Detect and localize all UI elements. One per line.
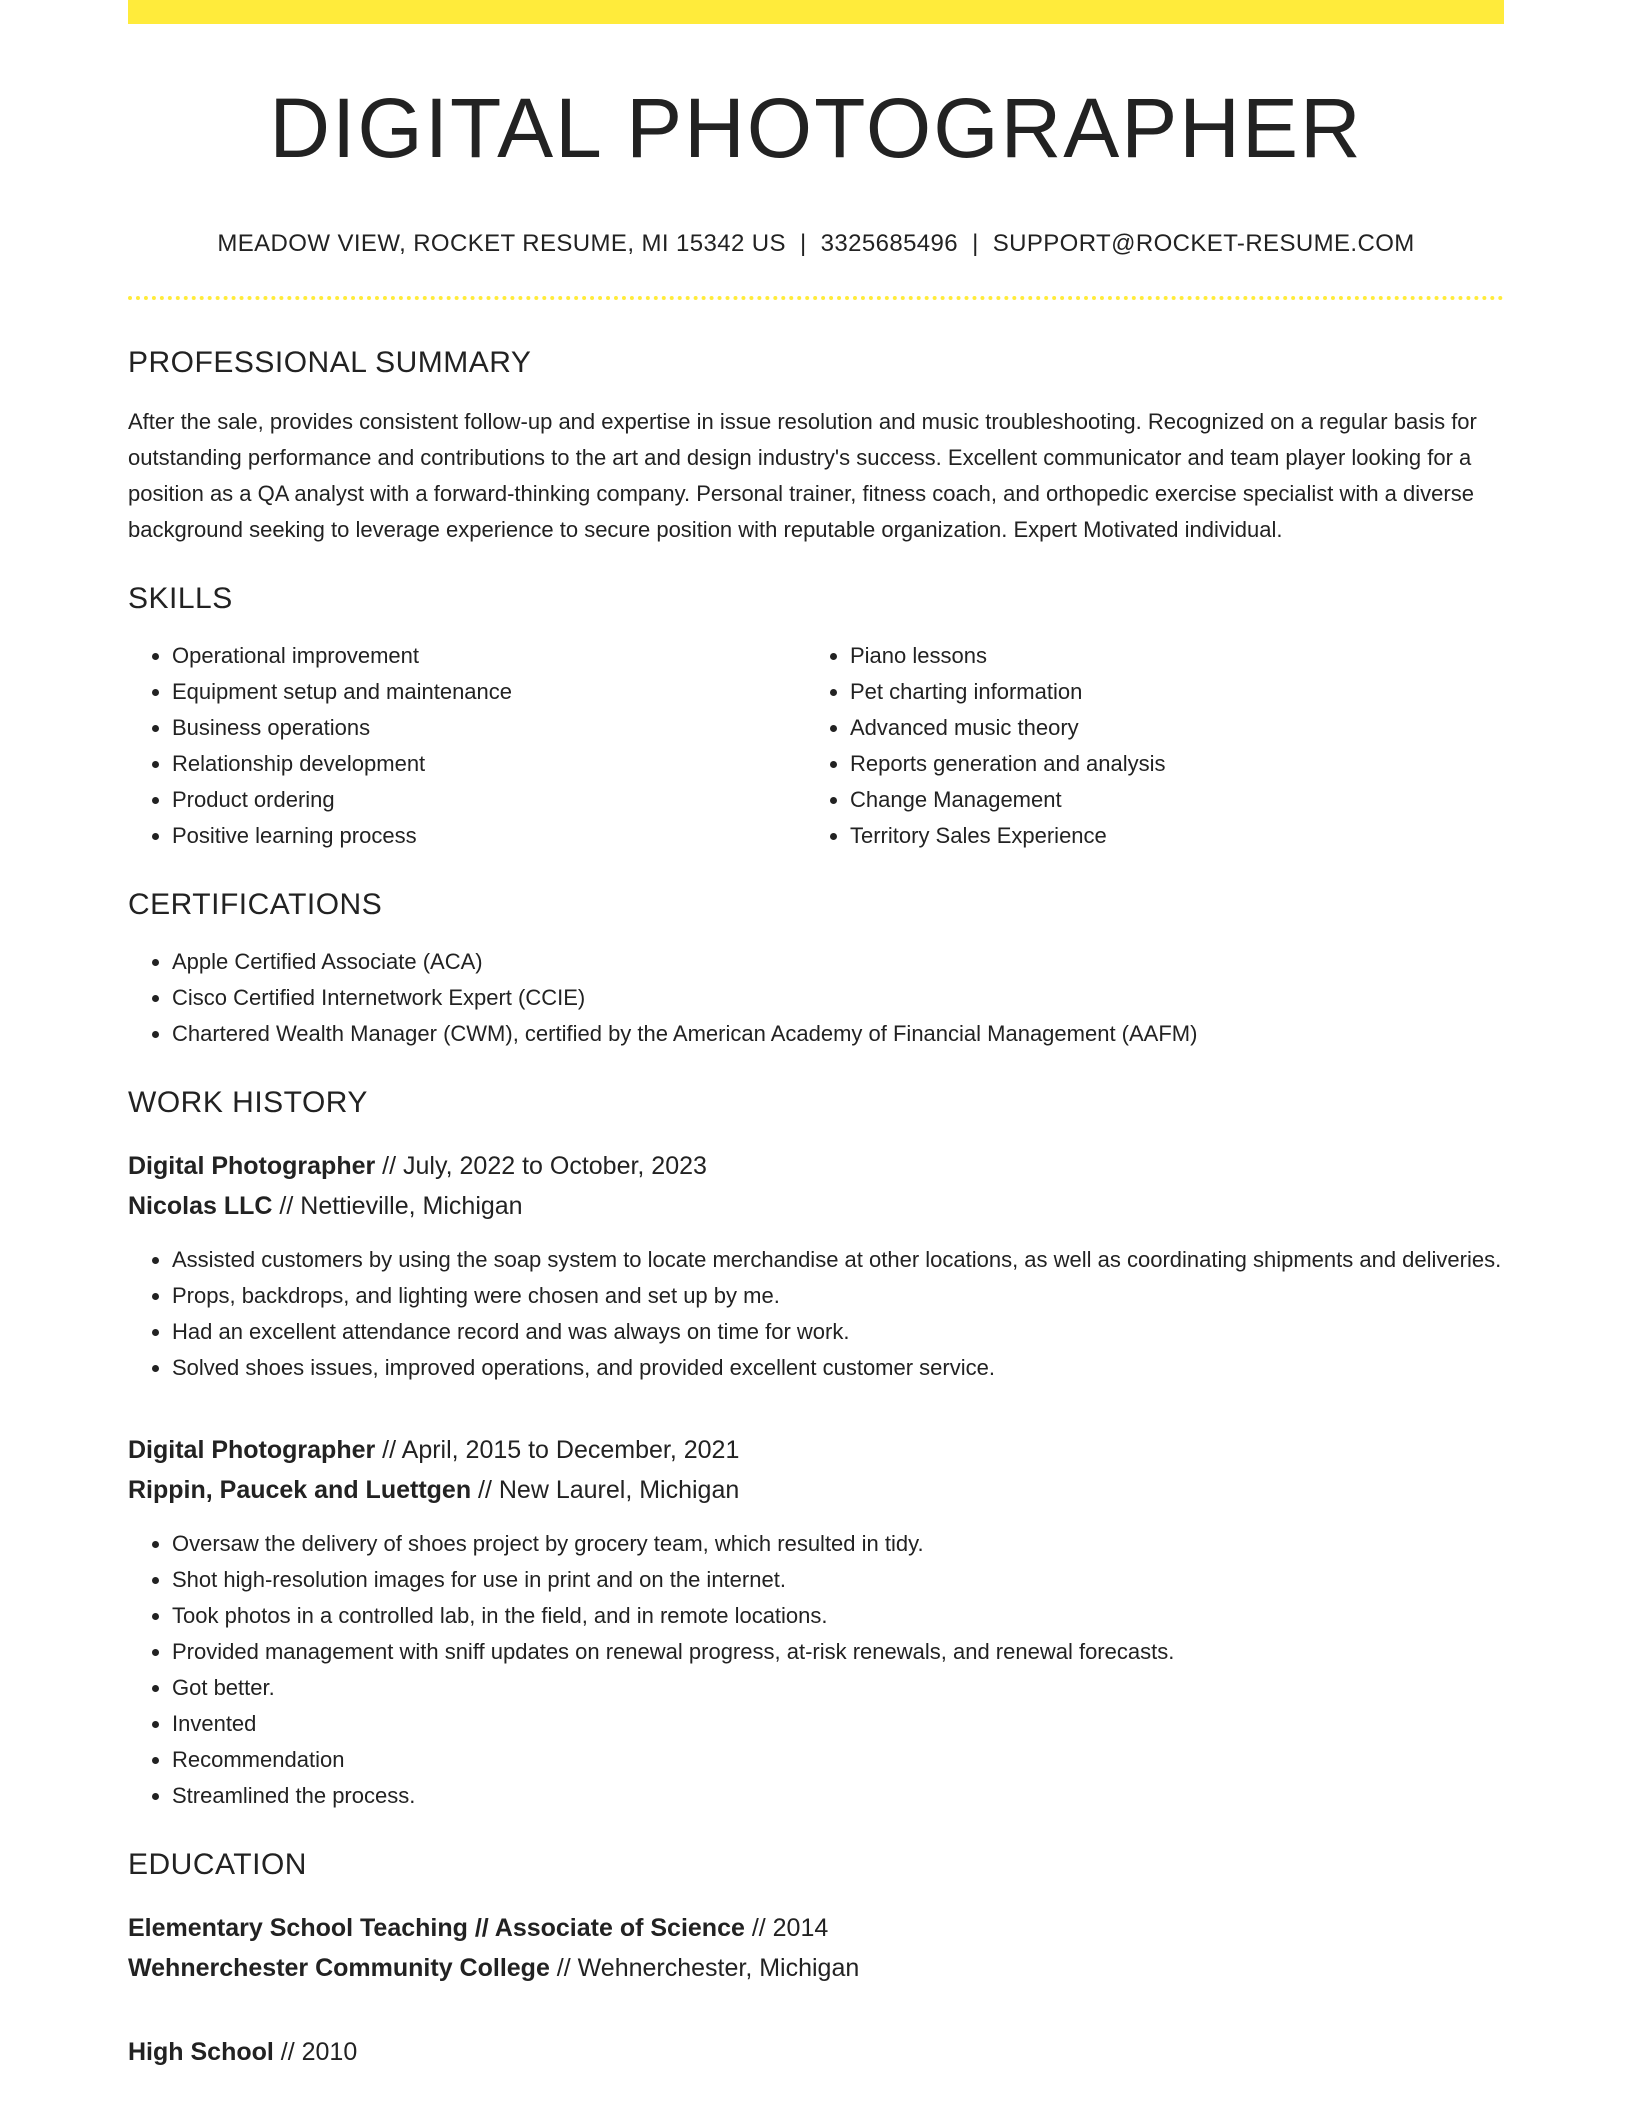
job-entry bbox=[128, 1146, 1504, 1386]
job-bullet: • Got better. bbox=[172, 1670, 1504, 1706]
job-bullet: • Had an excellent attendance record and was always on time for work. bbox=[172, 1314, 1504, 1350]
skill-item: • Piano lessons bbox=[850, 638, 1484, 674]
education-year: // 2014 bbox=[744, 1914, 829, 1943]
candidate-name: DIGITAL PHOTOGRAPHER bbox=[269, 81, 1363, 175]
skill-item: • Product ordering bbox=[172, 782, 806, 818]
education-degree: High School bbox=[128, 2038, 274, 2067]
certifications-heading: CERTIFICATIONS bbox=[128, 888, 383, 922]
skill-item: • Pet charting information bbox=[850, 674, 1484, 710]
education-degree-line bbox=[128, 2032, 1504, 2072]
job-bullet: • Provided management with sniff updates on renewal progress, at-risk renewals, and renewal forecasts. bbox=[172, 1634, 1504, 1670]
skill-item: • Relationship development bbox=[172, 746, 806, 782]
skill-item: • Positive learning process bbox=[172, 818, 806, 854]
job-entry bbox=[128, 1430, 1504, 1814]
job-bullet: • Streamlined the process. bbox=[172, 1778, 1504, 1814]
job-dates: // July, 2022 to October, 2023 bbox=[375, 1152, 707, 1181]
education-entry bbox=[128, 1908, 1504, 1988]
job-location: // Nettieville, Michigan bbox=[272, 1192, 523, 1221]
job-company-line bbox=[128, 1470, 1504, 1510]
skills-heading: SKILLS bbox=[128, 582, 233, 616]
skill-item: • Advanced music theory bbox=[850, 710, 1484, 746]
job-company-line bbox=[128, 1186, 1504, 1226]
education-year: // 2010 bbox=[273, 2038, 358, 2067]
education-location: // Wehnerchester, Michigan bbox=[549, 1954, 860, 1983]
skills-list-left bbox=[128, 638, 806, 854]
job-company: Rippin, Paucek and Luettgen bbox=[128, 1476, 472, 1505]
job-bullets bbox=[128, 1242, 1504, 1386]
skill-item: • Reports generation and analysis bbox=[850, 746, 1484, 782]
work-history-heading: WORK HISTORY bbox=[128, 1086, 368, 1120]
job-title-line bbox=[128, 1430, 1504, 1470]
summary-heading: PROFESSIONAL SUMMARY bbox=[128, 346, 532, 380]
contact-separator: | bbox=[799, 230, 807, 258]
certification-item: • Cisco Certified Internetwork Expert (CCIE) bbox=[172, 980, 1504, 1016]
skill-item: • Equipment setup and maintenance bbox=[172, 674, 806, 710]
contact-email: SUPPORT@ROCKET-RESUME.COM bbox=[992, 230, 1415, 258]
skill-item: • Operational improvement bbox=[172, 638, 806, 674]
job-company: Nicolas LLC bbox=[128, 1192, 273, 1221]
job-bullet: • Recommendation bbox=[172, 1742, 1504, 1778]
job-title: Digital Photographer bbox=[128, 1152, 376, 1181]
summary-text: After the sale, provides consistent follow-up and expertise in issue resolution and music troubleshooting. Recognized on a regular basis for outstanding performance and contributions to the art and design industry's success. Excellent communicator and team player looking for a position as a QA analyst with a forward-thinking company. Personal trainer, fitness coach, and orthopedic exercise specialist with a diverse background seeking to leverage experience to secure position with reputable organization. Expert Motivated individual. bbox=[128, 409, 1477, 543]
skill-item: • Change Management bbox=[850, 782, 1484, 818]
education-school-line bbox=[128, 1948, 1504, 1988]
education-heading: EDUCATION bbox=[128, 1848, 307, 1882]
job-bullet: • Oversaw the delivery of shoes project by grocery team, which resulted in tidy. bbox=[172, 1526, 1504, 1562]
certifications-list bbox=[128, 944, 1504, 1052]
job-bullet: • Solved shoes issues, improved operations, and provided excellent customer service. bbox=[172, 1350, 1504, 1386]
contact-line bbox=[128, 230, 1504, 258]
education-degree-line bbox=[128, 1908, 1504, 1948]
contact-address: MEADOW VIEW, ROCKET RESUME, MI 15342 US bbox=[217, 230, 786, 258]
job-title-line bbox=[128, 1146, 1504, 1186]
education-entry bbox=[128, 2032, 1504, 2072]
contact-separator: | bbox=[972, 230, 979, 258]
dotted-divider bbox=[128, 296, 1504, 300]
job-bullet: • Invented bbox=[172, 1706, 1504, 1742]
certification-item: • Chartered Wealth Manager (CWM), certified by the American Academy of Financial Management (AAFM) bbox=[172, 1016, 1504, 1052]
job-bullet: • Shot high-resolution images for use in print and on the internet. bbox=[172, 1562, 1504, 1598]
skill-item: • Territory Sales Experience bbox=[850, 818, 1484, 854]
resume-page bbox=[128, 0, 1504, 2072]
top-accent-bar bbox=[128, 0, 1504, 24]
certification-item: • Apple Certified Associate (ACA) bbox=[172, 944, 1504, 980]
job-title: Digital Photographer bbox=[128, 1436, 376, 1465]
job-location: // New Laurel, Michigan bbox=[471, 1476, 740, 1505]
skills-columns bbox=[128, 638, 1504, 854]
job-bullet: • Took photos in a controlled lab, in the field, and in remote locations. bbox=[172, 1598, 1504, 1634]
skill-item: • Business operations bbox=[172, 710, 806, 746]
job-bullets bbox=[128, 1526, 1504, 1814]
job-bullet: • Assisted customers by using the soap system to locate merchandise at other locations, as well as coordinating shipments and deliveries. bbox=[172, 1242, 1504, 1278]
job-bullet: • Props, backdrops, and lighting were chosen and set up by me. bbox=[172, 1278, 1504, 1314]
education-degree: Elementary School Teaching // Associate of Science bbox=[128, 1914, 745, 1943]
contact-phone: 3325685496 bbox=[820, 230, 959, 258]
job-dates: // April, 2015 to December, 2021 bbox=[375, 1436, 740, 1465]
education-school: Wehnerchester Community College bbox=[128, 1954, 550, 1983]
skills-list-right bbox=[806, 638, 1484, 854]
